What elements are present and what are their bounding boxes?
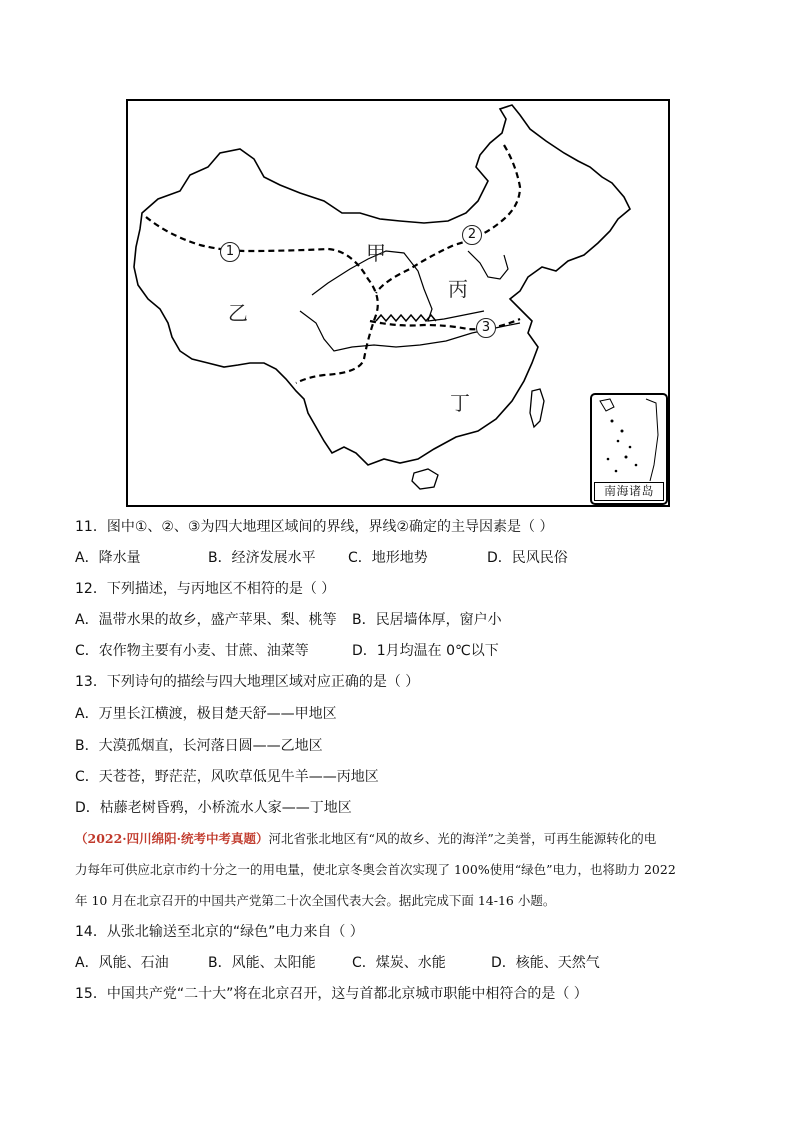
question-12-stem: 12．下列描述，与丙地区不相符的是（ ） [75,581,336,597]
inset-label: 南海诸岛 [594,482,664,501]
q13-option-c[interactable]: C．天苍苍，野茫茫，风吹草低见牛羊——丙地区 [75,769,379,785]
q12-option-b[interactable]: B．民居墙体厚，窗户小 [352,612,502,628]
q14-option-d[interactable]: D．核能、天然气 [491,955,600,971]
q12-option-a[interactable]: A．温带水果的故乡，盛产苹果、梨、桃等 [75,612,337,628]
passage-line-1: （2022·四川绵阳·统考中考真题）河北省张北地区有“风的故乡、光的海洋”之美誉，可再生能源转化的电 [75,831,657,846]
q14-option-a[interactable]: A．风能、石油 [75,955,169,971]
question-12-options-row1 [75,611,725,629]
hainan-outline [412,469,438,489]
question-15-stem: 15．中国共产党“二十大”将在北京召开，这与首都北京城市职能中相符合的是（ ） [75,986,588,1002]
qinling-mountains [376,315,436,321]
q13-option-d[interactable]: D．枯藤老树昏鸦，小桥流水人家——丁地区 [75,800,352,816]
region-jia-label: 甲 [366,241,386,265]
boundary-1-marker: 1 [220,242,240,262]
q14-option-b[interactable]: B．风能、太阳能 [208,955,316,971]
south-china-sea-inset [590,393,668,505]
boundary-line-1 [146,217,378,383]
question-11-options [75,549,725,567]
boundary-2-marker: 2 [462,225,482,245]
q12-option-c[interactable]: C．农作物主要有小麦、甘蔗、油菜等 [75,643,309,659]
region-yi-label: 乙 [228,301,248,325]
q13-option-b[interactable]: B．大漠孤烟直，长河落日圆——乙地区 [75,738,323,754]
question-14-stem: 14．从张北输送至北京的“绿色”电力来自（ ） [75,924,364,940]
q11-option-d[interactable]: D．民风民俗 [487,550,568,566]
q11-option-b[interactable]: B．经济发展水平 [208,550,316,566]
taiwan-outline [530,389,544,427]
question-12-options-row2 [75,642,725,660]
boundary-line-2 [376,145,520,293]
q14-option-c[interactable]: C．煤炭、水能 [352,955,446,971]
china-region-map [126,99,670,507]
passage-line-2: 力每年可供应北京市约十分之一的用电量，使北京冬奥会首次实现了 100%使用“绿色”电力，也将助力 2022 [75,862,676,877]
passage-line-3: 年 10 月在北京召开的中国共产党第二十次全国代表大会。据此完成下面 14-16 小题。 [75,893,556,908]
boundary-3-marker: 3 [476,318,496,338]
q11-option-c[interactable]: C．地形地势 [348,550,428,566]
question-11-stem: 11．图中①、②、③为四大地理区域间的界线，界线②确定的主导因素是（ ） [75,519,554,535]
question-13-stem: 13．下列诗句的描绘与四大地理区域对应正确的是（ ） [75,674,420,690]
exam-source-label: （2022·四川绵阳·统考中考真题） [75,831,269,846]
region-bing-label: 丙 [448,277,468,301]
china-outline [128,101,668,505]
region-ding-label: 丁 [450,391,470,415]
q11-option-a[interactable]: A．降水量 [75,550,141,566]
q13-option-a[interactable]: A．万里长江横渡，极目楚天舒——甲地区 [75,706,337,722]
q12-option-d[interactable]: D．1月均温在 0℃以下 [352,643,499,659]
question-14-options [75,954,725,972]
